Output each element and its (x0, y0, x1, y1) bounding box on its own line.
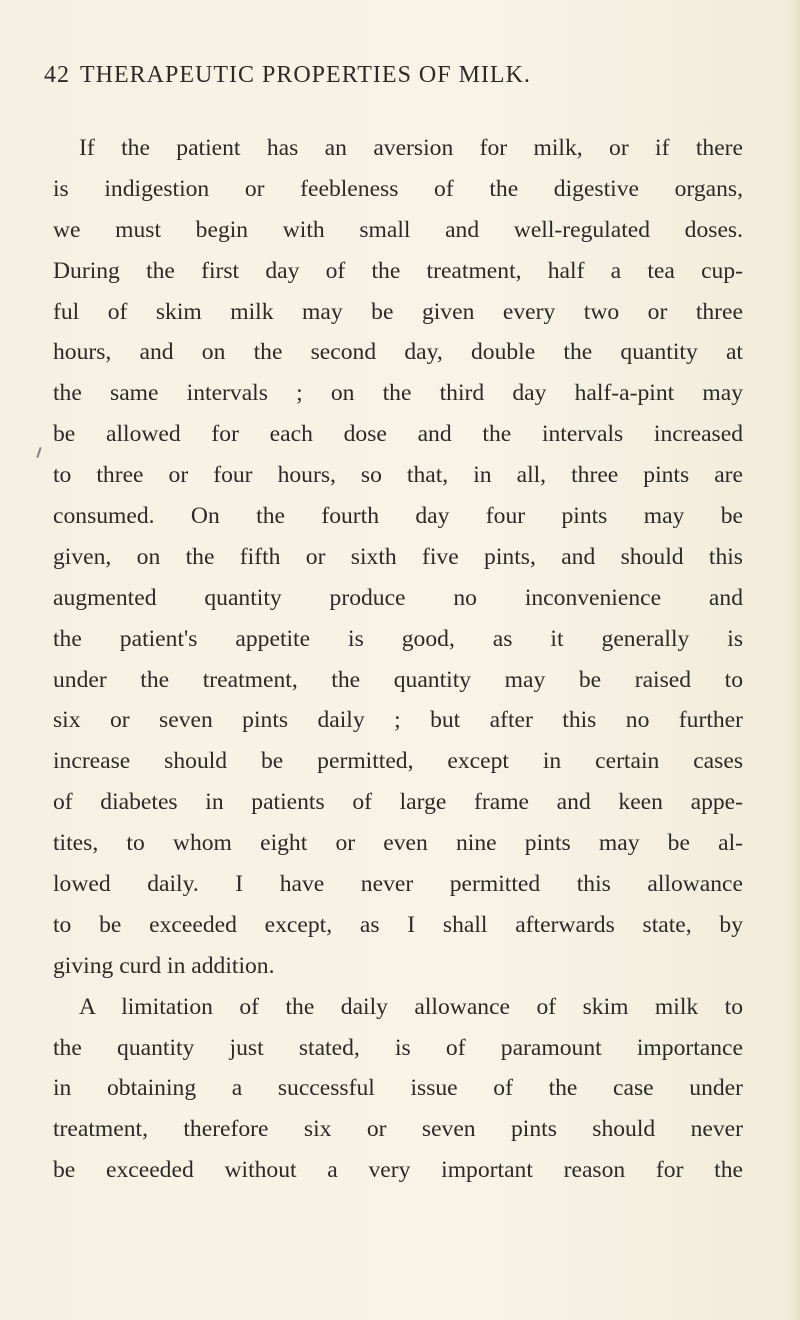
running-head (44, 62, 744, 94)
text-line: ful of skim milk may be given every two or three (53, 298, 743, 325)
text-line: hours, and on the second day, double the quantity at (53, 339, 743, 366)
text-line: is indigestion or feebleness of the digestive organs, (53, 175, 743, 202)
body-text (53, 128, 743, 1191)
text-line: we must begin with small and well-regulated doses. (53, 216, 743, 243)
text-line: consumed. On the fourth day four pints may be (53, 503, 743, 530)
text-line: to be exceeded except, as I shall afterwards state, by (53, 911, 743, 938)
margin-mark (36, 447, 41, 458)
text-line: During the first day of the treatment, half a tea cup- (53, 257, 743, 284)
text-line: under the treatment, the quantity may be raised to (53, 666, 743, 693)
text-line: given, on the fifth or sixth five pints, and should this (53, 543, 743, 570)
text-line: giving curd in addition. (53, 952, 275, 979)
text-line: the patient's appetite is good, as it generally is (53, 625, 743, 652)
text-line: of diabetes in patients of large frame and keen appe- (53, 789, 743, 816)
text-line: to three or four hours, so that, in all, three pints are (53, 462, 743, 489)
text-line: augmented quantity produce no inconvenience and (53, 584, 743, 611)
text-line: be exceeded without a very important reason for the (53, 1157, 743, 1184)
text-line: be allowed for each dose and the intervals increased (53, 421, 743, 448)
text-line: increase should be permitted, except in certain cases (53, 748, 743, 775)
text-line: If the patient has an aversion for milk, or if there (79, 135, 743, 161)
text-line: the same intervals ; on the third day half-a-pint may (53, 380, 743, 407)
text-line: the quantity just stated, is of paramount importance (53, 1034, 743, 1061)
text-line: in obtaining a successful issue of the case under (53, 1075, 743, 1102)
text-line: treatment, therefore six or seven pints should never (53, 1116, 743, 1143)
page-number: 42 (44, 62, 70, 88)
text-line: A limitation of the daily allowance of skim milk to (79, 993, 743, 1020)
text-line: six or seven pints daily ; but after this no further (53, 707, 743, 734)
running-title: THERAPEUTIC PROPERTIES OF MILK. (80, 62, 531, 88)
text-line: tites, to whom eight or even nine pints may be al- (53, 830, 743, 857)
text-line: lowed daily. I have never permitted this allowance (53, 871, 743, 898)
page-edge-shadow (790, 0, 800, 1320)
